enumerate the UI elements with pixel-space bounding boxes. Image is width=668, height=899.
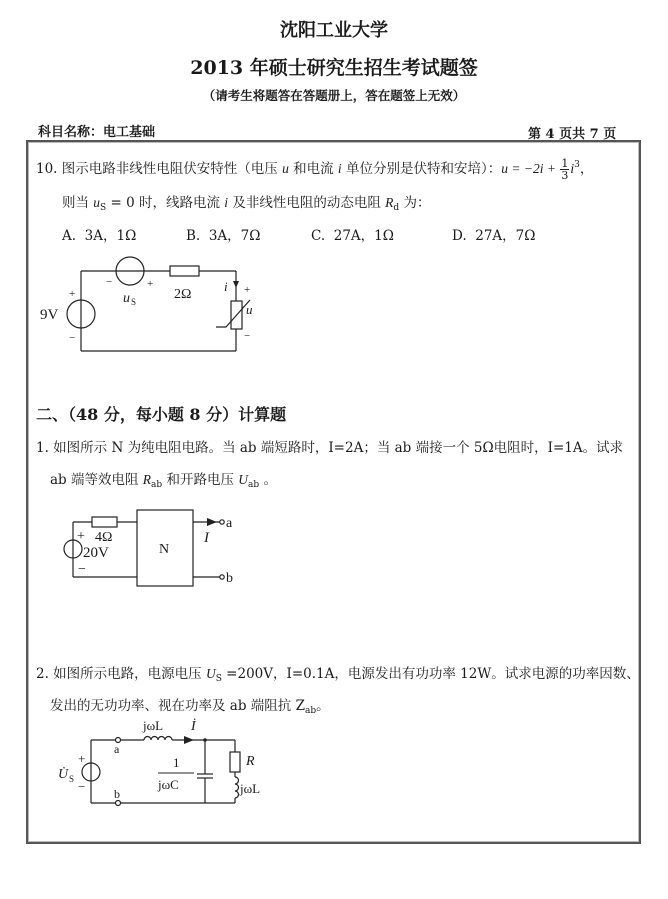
uab-var: U [238, 472, 249, 487]
capacitor-numerator: 1 [173, 755, 180, 770]
current-arrow-icon [233, 281, 239, 288]
minus-sign: − [69, 332, 76, 344]
q10-line1 [36, 157, 593, 181]
formula-end: ， [579, 161, 594, 177]
rab-var: R [142, 472, 152, 487]
rab-sub: ab [151, 480, 163, 490]
zab-sub: ab [304, 706, 317, 716]
source-label-sub: S [69, 774, 75, 784]
current-label: İ [191, 719, 196, 734]
current-label: i [224, 279, 228, 294]
option-d-value: 27A，7Ω [475, 228, 536, 244]
plus-sign: + [77, 529, 85, 544]
us-plus: + [147, 278, 154, 290]
q2-line2-a: 发出的无功功率、视在功率及 ab 端阻抗 Z [50, 698, 305, 714]
uab-sub: ab [248, 480, 260, 490]
q10-text-end: 单位分别是伏特和安培）： [341, 161, 502, 177]
option-b-label: B. [186, 228, 201, 244]
terminal-a-label: a [114, 742, 120, 756]
branch-inductor-label: jωL [240, 781, 261, 796]
formula-lhs: u [501, 161, 508, 176]
plus-sign: + [69, 288, 76, 300]
q1-circuit [55, 500, 255, 592]
branch-inductor [235, 777, 239, 798]
us-var: U [205, 666, 216, 681]
us-var: u [93, 195, 101, 210]
q10-line2-d: 为： [399, 195, 431, 211]
us-label: u [123, 291, 130, 306]
option-c-value: 27A，1Ω [333, 228, 394, 244]
q2-line2-end: 。 [316, 698, 330, 714]
resistor-4ohm [92, 517, 117, 527]
network-label: N [159, 542, 170, 557]
capacitor-denominator: jωC [158, 777, 179, 792]
plus-sign: + [78, 751, 86, 766]
q2-line1-b: =200V，I=0.1A，电源发出有功功率 12W。试求电源的功率因数、 [221, 666, 640, 682]
current-label: I [204, 530, 209, 546]
series-inductor-label: jωL [143, 718, 164, 733]
rd-var: R [385, 195, 394, 210]
section-heading: 二、（48 分，每小题 8 分）计算题 [36, 405, 287, 424]
subject-name: 科目名称：电工基础 [38, 125, 156, 140]
us-sub: S [215, 674, 222, 684]
fraction-numerator: 1 [561, 157, 569, 170]
u-minus: − [244, 330, 251, 342]
q1-line2-a: ab 端等效电阻 [50, 472, 143, 488]
q10-line2-a: 则当 [62, 195, 94, 211]
nonlinear-slash [216, 300, 250, 327]
source-9v-label: 9V [40, 307, 59, 323]
q10-line2-b: = 0 时，线路电流 [106, 195, 225, 211]
terminal-a-dot [220, 520, 224, 524]
formula-exponent: 3 [574, 160, 580, 170]
option-c-label: C. [311, 228, 326, 244]
option-a-label: A. [62, 228, 77, 244]
terminal-b-label: b [114, 787, 120, 801]
formula-i: i [570, 161, 575, 176]
q2-line1-a: 2. 如图所示电路，电源电压 [36, 666, 206, 682]
us-minus: − [106, 276, 113, 288]
q10-var-i: i [337, 161, 342, 176]
terminal-a-label: a [226, 516, 233, 531]
exam-title: 2013 年硕士研究生招生考试题签 [190, 57, 478, 79]
page-number: 第 4 页共 7 页 [528, 127, 617, 142]
resistor-label: R [246, 754, 255, 769]
option-a-value: 3A，1Ω [84, 228, 137, 244]
current-arrow-icon [207, 518, 217, 526]
voltage-label: u [246, 302, 253, 317]
us-sub: S [100, 203, 107, 213]
q2-line1 [36, 662, 640, 684]
u-plus: + [244, 284, 251, 296]
q10-text-mid: 和电流 [288, 161, 338, 177]
source-20v-label: 20V [83, 545, 109, 561]
resistor-label: 4Ω [95, 530, 113, 545]
minus-sign: − [78, 562, 86, 577]
q10-line2-i: i [224, 195, 229, 210]
option-c [311, 224, 394, 244]
junction-dot [203, 738, 207, 742]
fraction-denominator: 3 [561, 169, 569, 182]
q1-line2-c: 。 [259, 472, 277, 488]
q1-line2 [50, 468, 277, 490]
university-name: 沈阳工业大学 [280, 20, 388, 41]
q10-line2 [62, 191, 430, 213]
option-b-value: 3A，7Ω [208, 228, 261, 244]
option-d-label: D. [452, 228, 467, 244]
terminal-b-dot [116, 801, 121, 806]
series-inductor [144, 737, 172, 741]
option-a [62, 224, 136, 244]
q2-circuit [50, 712, 280, 812]
q1-line1: 1. 如图所示 N 为纯电阻电路。当 ab 端短路时，I=2A；当 ab 端接一个 5Ω电阻时，I=1A。试求 [36, 440, 624, 456]
option-b [186, 224, 260, 244]
resistor-r [230, 752, 240, 772]
terminal-b-label: b [226, 571, 233, 586]
q10-line2-c: 及非线性电阻的动态电阻 [228, 195, 386, 211]
formula-fraction [560, 158, 569, 181]
q10-var-u: u [282, 161, 289, 176]
formula-mid: = −2i + [507, 161, 560, 176]
current-arrow-icon [184, 736, 194, 744]
rd-sub: d [393, 203, 400, 213]
option-d [452, 224, 535, 244]
q1-line2-b: 和开路电压 [162, 472, 239, 488]
minus-sign: − [78, 779, 86, 794]
q10-circuit [40, 255, 300, 360]
q10-number: 10. [36, 161, 58, 177]
resistor-label: 2Ω [174, 287, 192, 302]
us-label-sub: S [131, 297, 137, 307]
source-label: U̇ [58, 767, 69, 782]
resistor-2ohm [170, 266, 199, 276]
terminal-b-dot [220, 575, 224, 579]
exam-notice: （请考生将题答在答题册上，答在题签上无效） [202, 88, 466, 103]
q10-text: 图示电路非线性电阻伏安特性（电压 [61, 161, 283, 177]
